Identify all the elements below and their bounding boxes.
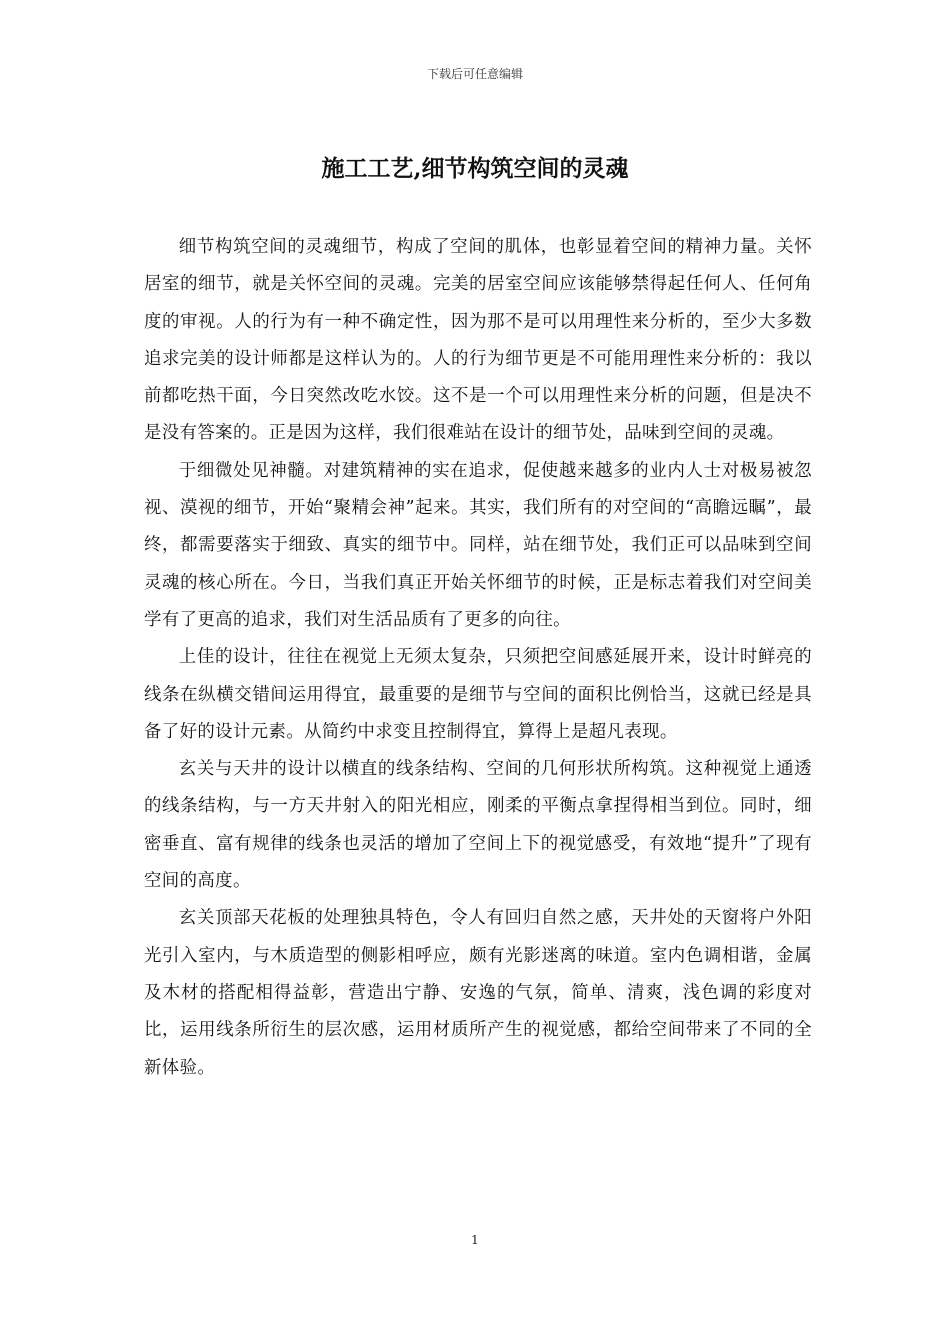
document-title: 施工工艺,细节构筑空间的灵魂 [321,155,629,182]
document-body [144,229,812,1087]
paragraph-4: 玄关与天井的设计以横直的线条结构、空间的几何形状所构筑。这种视觉上通透的线条结构，与一方天井射入的阳光相应，刚柔的平衡点拿捏得相当到位。同时，细密垂直、富有规律的线条也灵活的增加了空间上下的视觉感受，有效地“提升”了现有空间的高度。 [144,759,812,892]
paragraph-3: 上佳的设计，往往在视觉上无须太复杂，只须把空间感延展开来，设计时鲜亮的线条在纵横交错间运用得宜，最重要的是细节与空间的面积比例恰当，这就已经是具备了好的设计元素。从简约中求变且控制得宜，算得上是超凡表现。 [144,647,812,742]
paragraph-5: 玄关顶部天花板的处理独具特色，令人有回归自然之感，天井处的天窗将户外阳光引入室内，与木质造型的侧影相呼应，颇有光影迷离的味道。室内色调相谐，金属及木材的搭配相得益彰，营造出宁静、安逸的气氛，简单、清爽，浅色调的彩度对比，运用线条所衍生的层次感，运用材质所产生的视觉感，都给空间带来了不同的全新体验。 [144,908,812,1078]
page-header-note: 下载后可任意编辑 [426,67,523,81]
paragraph-2: 于细微处见神髓。对建筑精神的实在追求，促使越来越多的业内人士对极易被忽视、漠视的细节，开始“聚精会神”起来。其实，我们所有的对空间的“高瞻远瞩”，最终，都需要落实于细致、真实的细节中。同样，站在细节处，我们正可以品味到空间灵魂的核心所在。今日，当我们真正开始关怀细节的时候，正是标志着我们对空间美学有了更高的追求，我们对生活品质有了更多的向往。 [144,460,812,630]
page-number: 1 [471,1233,479,1247]
paragraph-1: 细节构筑空间的灵魂细节，构成了空间的肌体，也彰显着空间的精神力量。关怀居室的细节，就是关怀空间的灵魂。完美的居室空间应该能够禁得起任何人、任何角度的审视。人的行为有一种不确定性，因为那不是可以用理性来分析的，至少大多数追求完美的设计师都是这样认为的。人的行为细节更是不可能用理性来分析的：我以前都吃热干面，今日突然改吃水饺。这不是一个可以用理性来分析的问题，但是决不是没有答案的。正是因为这样，我们很难站在设计的细节处，品味到空间的灵魂。 [144,237,812,444]
